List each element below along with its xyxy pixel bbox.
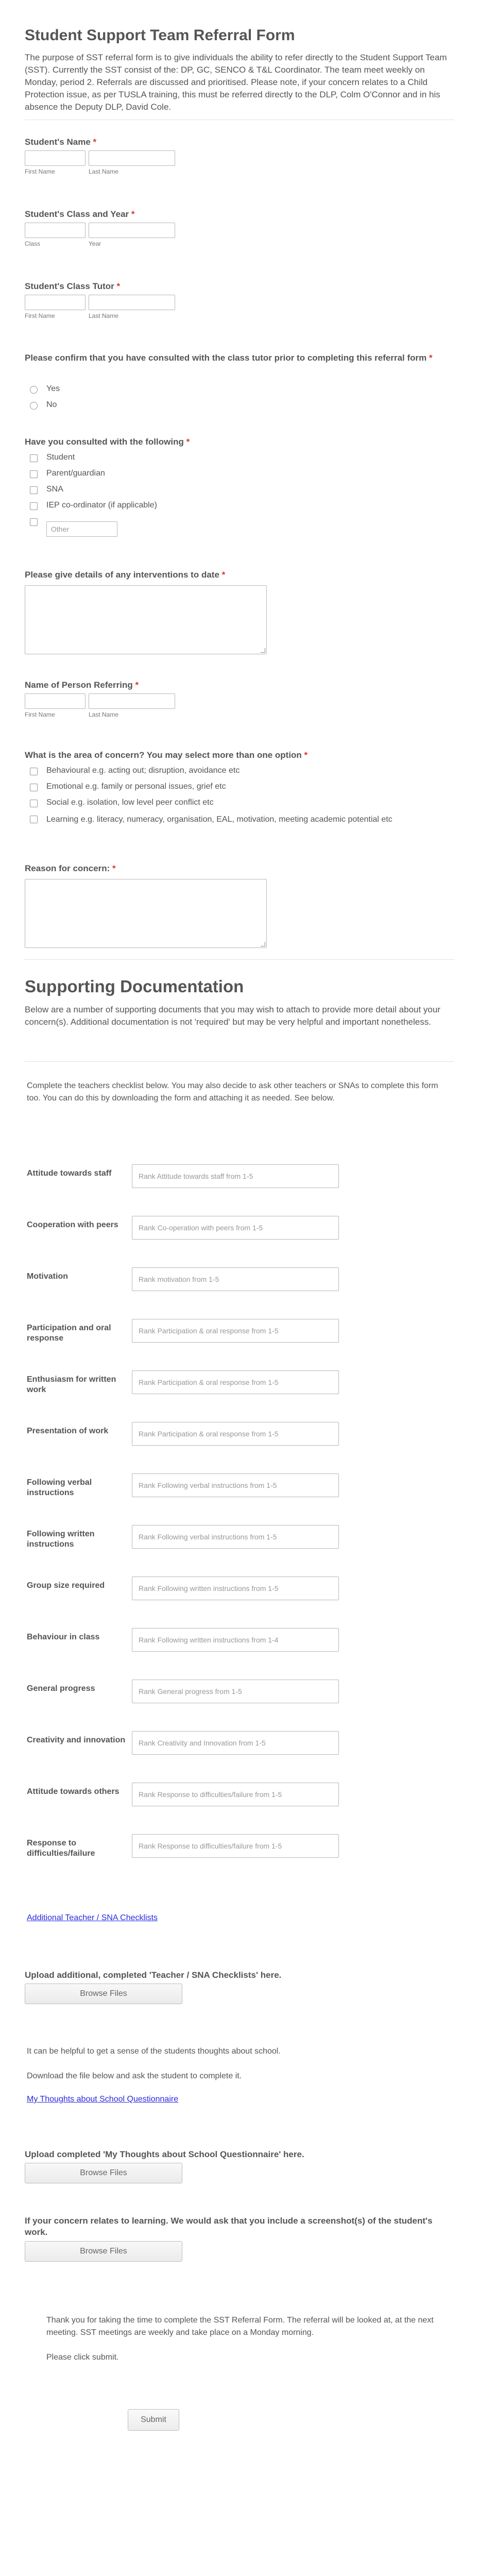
ranking-label: Behaviour in class: [27, 1633, 100, 1641]
ranking-label: Attitude towards staff: [27, 1169, 112, 1178]
reason-textarea[interactable]: [25, 879, 267, 948]
upload-thoughts-label: Upload completed 'My Thoughts about School Questionnaire' here.: [25, 2149, 304, 2159]
required-mark: *: [135, 680, 139, 690]
concern-behavioural-checkbox[interactable]: [30, 768, 38, 775]
ranking-input[interactable]: Rank General progress from 1-5: [132, 1680, 339, 1703]
ranking-label: Following written instructions: [27, 1530, 95, 1549]
class-tutor-label: Student's Class Tutor *: [25, 281, 121, 291]
consult-student-checkbox[interactable]: [30, 454, 38, 462]
student-name-label: Student's Name *: [25, 137, 97, 147]
consult-iep-checkbox[interactable]: [30, 502, 38, 510]
concern-learning-checkbox[interactable]: [30, 816, 38, 823]
interventions-label: Please give details of any interventions to date *: [25, 570, 226, 580]
ranking-label: Cooperation with peers: [27, 1221, 118, 1229]
class-input[interactable]: [25, 223, 85, 238]
ranking-label: General progress: [27, 1684, 95, 1693]
ranking-input[interactable]: Rank Participation & oral response from 1-5: [132, 1422, 339, 1446]
consult-student-label: Student: [46, 453, 75, 462]
tutor-first-name-sublabel: First Name: [25, 312, 55, 319]
form-intro: The purpose of SST referral form is to give individuals the ability to refer directly to the Student Support Team (SST). Currently the SST consist of the: DP, GC, SENCO & T&L Coordinator. The team meet weekly on Monday, period 2. Referrals are discussed and prioritised. Please note, if your concern relates to a Child Protection issue, as per TUSLA training, this must be referred directly to the DLP, Colm O'Connor and in his absence the Deputy DLP, David Cole.: [25, 53, 447, 112]
ranking-label: Participation and oral response: [27, 1324, 111, 1343]
consult-iep-label: IEP co-ordinator (if applicable): [46, 501, 157, 510]
tutor-last-name-sublabel: Last Name: [89, 312, 119, 319]
referrer-last-name-input[interactable]: [89, 693, 175, 709]
consult-other-input[interactable]: Other: [46, 521, 117, 537]
ranking-label: Enthusiasm for written work: [27, 1375, 116, 1394]
referrer-last-name-sublabel: Last Name: [89, 711, 119, 718]
required-mark: *: [116, 281, 121, 291]
interventions-textarea[interactable]: [25, 585, 267, 654]
upload-checklists-button[interactable]: Browse Files: [25, 1984, 182, 2004]
ranking-label: Creativity and innovation: [27, 1736, 126, 1744]
class-year-label: Student's Class and Year *: [25, 209, 135, 219]
consulted-no-radio[interactable]: [30, 402, 38, 410]
supporting-text: Below are a number of supporting documents that you may wish to attach to provide more detail about your concern(s). Additional documentation is not 'required' but may be very helpful and important nonetheless.: [25, 1005, 441, 1027]
checklist-intro: Complete the teachers checklist below. You may also decide to ask other teachers or SNAs to complete this form too. You can do this by downloading the form and attaching it as needed. See below.: [27, 1081, 438, 1103]
divider: [25, 959, 454, 960]
ranking-input[interactable]: Rank Following written instructions from 1-5: [132, 1577, 339, 1600]
consult-parent-checkbox[interactable]: [30, 470, 38, 478]
required-mark: *: [429, 353, 433, 363]
student-first-name-input[interactable]: [25, 150, 85, 166]
ranking-input[interactable]: Rank Response to difficulties/failure from 1-5: [132, 1783, 339, 1806]
referrer-first-name-input[interactable]: [25, 693, 85, 709]
thoughts-text-1: It can be helpful to get a sense of the students thoughts about school.: [27, 2047, 281, 2056]
thoughts-text-2: Download the file below and ask the student to complete it.: [27, 2072, 242, 2080]
submit-button[interactable]: Submit: [128, 2409, 179, 2431]
required-mark: *: [93, 137, 97, 147]
consulted-yes-radio[interactable]: [30, 386, 38, 394]
checklist-link[interactable]: Additional Teacher / SNA Checklists: [27, 1913, 158, 1922]
ranking-input[interactable]: Rank Following verbal instructions from 1-5: [132, 1473, 339, 1497]
upload-thoughts-button[interactable]: Browse Files: [25, 2163, 182, 2183]
thanks-text-2: Please click submit.: [46, 2353, 119, 2362]
required-mark: *: [131, 209, 135, 219]
upload-checklists-label: Upload additional, completed 'Teacher / SNA Checklists' here.: [25, 1970, 282, 1980]
concern-behavioural-label: Behavioural e.g. acting out; disruption, avoidance etc: [46, 766, 240, 775]
student-first-name-sublabel: First Name: [25, 168, 55, 175]
year-sublabel: Year: [89, 240, 101, 247]
consult-parent-label: Parent/guardian: [46, 469, 105, 478]
required-mark: *: [112, 863, 116, 873]
class-sublabel: Class: [25, 240, 41, 247]
resize-grip-icon[interactable]: [261, 648, 265, 653]
resize-grip-icon[interactable]: [261, 942, 265, 946]
ranking-label: Group size required: [27, 1581, 105, 1590]
concern-learning-label: Learning e.g. literacy, numeracy, organisation, EAL, motivation, meeting academic potential etc: [46, 815, 392, 824]
reason-label: Reason for concern: *: [25, 863, 116, 873]
ranking-input[interactable]: Rank Participation & oral response from 1-5: [132, 1319, 339, 1343]
thoughts-questionnaire-link[interactable]: My Thoughts about School Questionnaire: [27, 2095, 179, 2104]
upload-work-button[interactable]: Browse Files: [25, 2241, 182, 2262]
thanks-text-1: Thank you for taking the time to complete the SST Referral Form. The referral will be looked at, at the next meeting. SST meetings are weekly and take place on a Monday morning.: [46, 2316, 434, 2337]
tutor-last-name-input[interactable]: [89, 295, 175, 310]
concern-emotional-label: Emotional e.g. family or personal issues, grief etc: [46, 782, 226, 791]
consulted-following-label: Have you consulted with the following *: [25, 437, 190, 447]
consulted-tutor-label: Please confirm that you have consulted with the class tutor prior to completing this referral form *: [25, 353, 433, 363]
consult-sna-label: SNA: [46, 485, 63, 494]
ranking-input[interactable]: Rank motivation from 1-5: [132, 1267, 339, 1291]
form-title: Student Support Team Referral Form: [25, 27, 295, 44]
concern-emotional-checkbox[interactable]: [30, 784, 38, 791]
student-last-name-input[interactable]: [89, 150, 175, 166]
ranking-label: Following verbal instructions: [27, 1478, 92, 1497]
ranking-input[interactable]: Rank Co-operation with peers from 1-5: [132, 1216, 339, 1240]
ranking-input[interactable]: Rank Response to difficulties/failure from 1-5: [132, 1834, 339, 1858]
consulted-no-label: No: [46, 400, 57, 409]
concern-area-label: What is the area of concern? You may select more than one option *: [25, 750, 308, 760]
required-mark: *: [304, 750, 308, 760]
consult-sna-checkbox[interactable]: [30, 486, 38, 494]
ranking-label: Response to difficulties/failure: [27, 1839, 95, 1858]
divider: [25, 1061, 454, 1062]
ranking-input[interactable]: Rank Participation & oral response from 1-5: [132, 1370, 339, 1394]
ranking-label: Presentation of work: [27, 1427, 109, 1435]
supporting-heading: Supporting Documentation: [25, 977, 244, 996]
consulted-yes-label: Yes: [46, 384, 60, 393]
ranking-input[interactable]: Rank Creativity and Innovation from 1-5: [132, 1731, 339, 1755]
ranking-label: Attitude towards others: [27, 1787, 119, 1796]
required-mark: *: [221, 570, 226, 580]
upload-work-label: If your concern relates to learning. We would ask that you include a screenshot(s) of the student's work.: [25, 2216, 433, 2237]
ranking-input[interactable]: Rank Attitude towards staff from 1-5: [132, 1164, 339, 1188]
consult-other-checkbox[interactable]: [30, 518, 38, 526]
year-input[interactable]: [89, 223, 175, 238]
referrer-first-name-sublabel: First Name: [25, 711, 55, 718]
ranking-input[interactable]: Rank Following written instructions from 1-4: [132, 1628, 339, 1652]
student-last-name-sublabel: Last Name: [89, 168, 119, 175]
referrer-label: Name of Person Referring *: [25, 680, 139, 690]
concern-social-checkbox[interactable]: [30, 800, 38, 807]
required-mark: *: [186, 437, 190, 447]
ranking-label: Motivation: [27, 1272, 68, 1281]
ranking-input[interactable]: Rank Following verbal instructions from 1-5: [132, 1525, 339, 1549]
tutor-first-name-input[interactable]: [25, 295, 85, 310]
concern-social-label: Social e.g. isolation, low level peer conflict etc: [46, 798, 214, 807]
